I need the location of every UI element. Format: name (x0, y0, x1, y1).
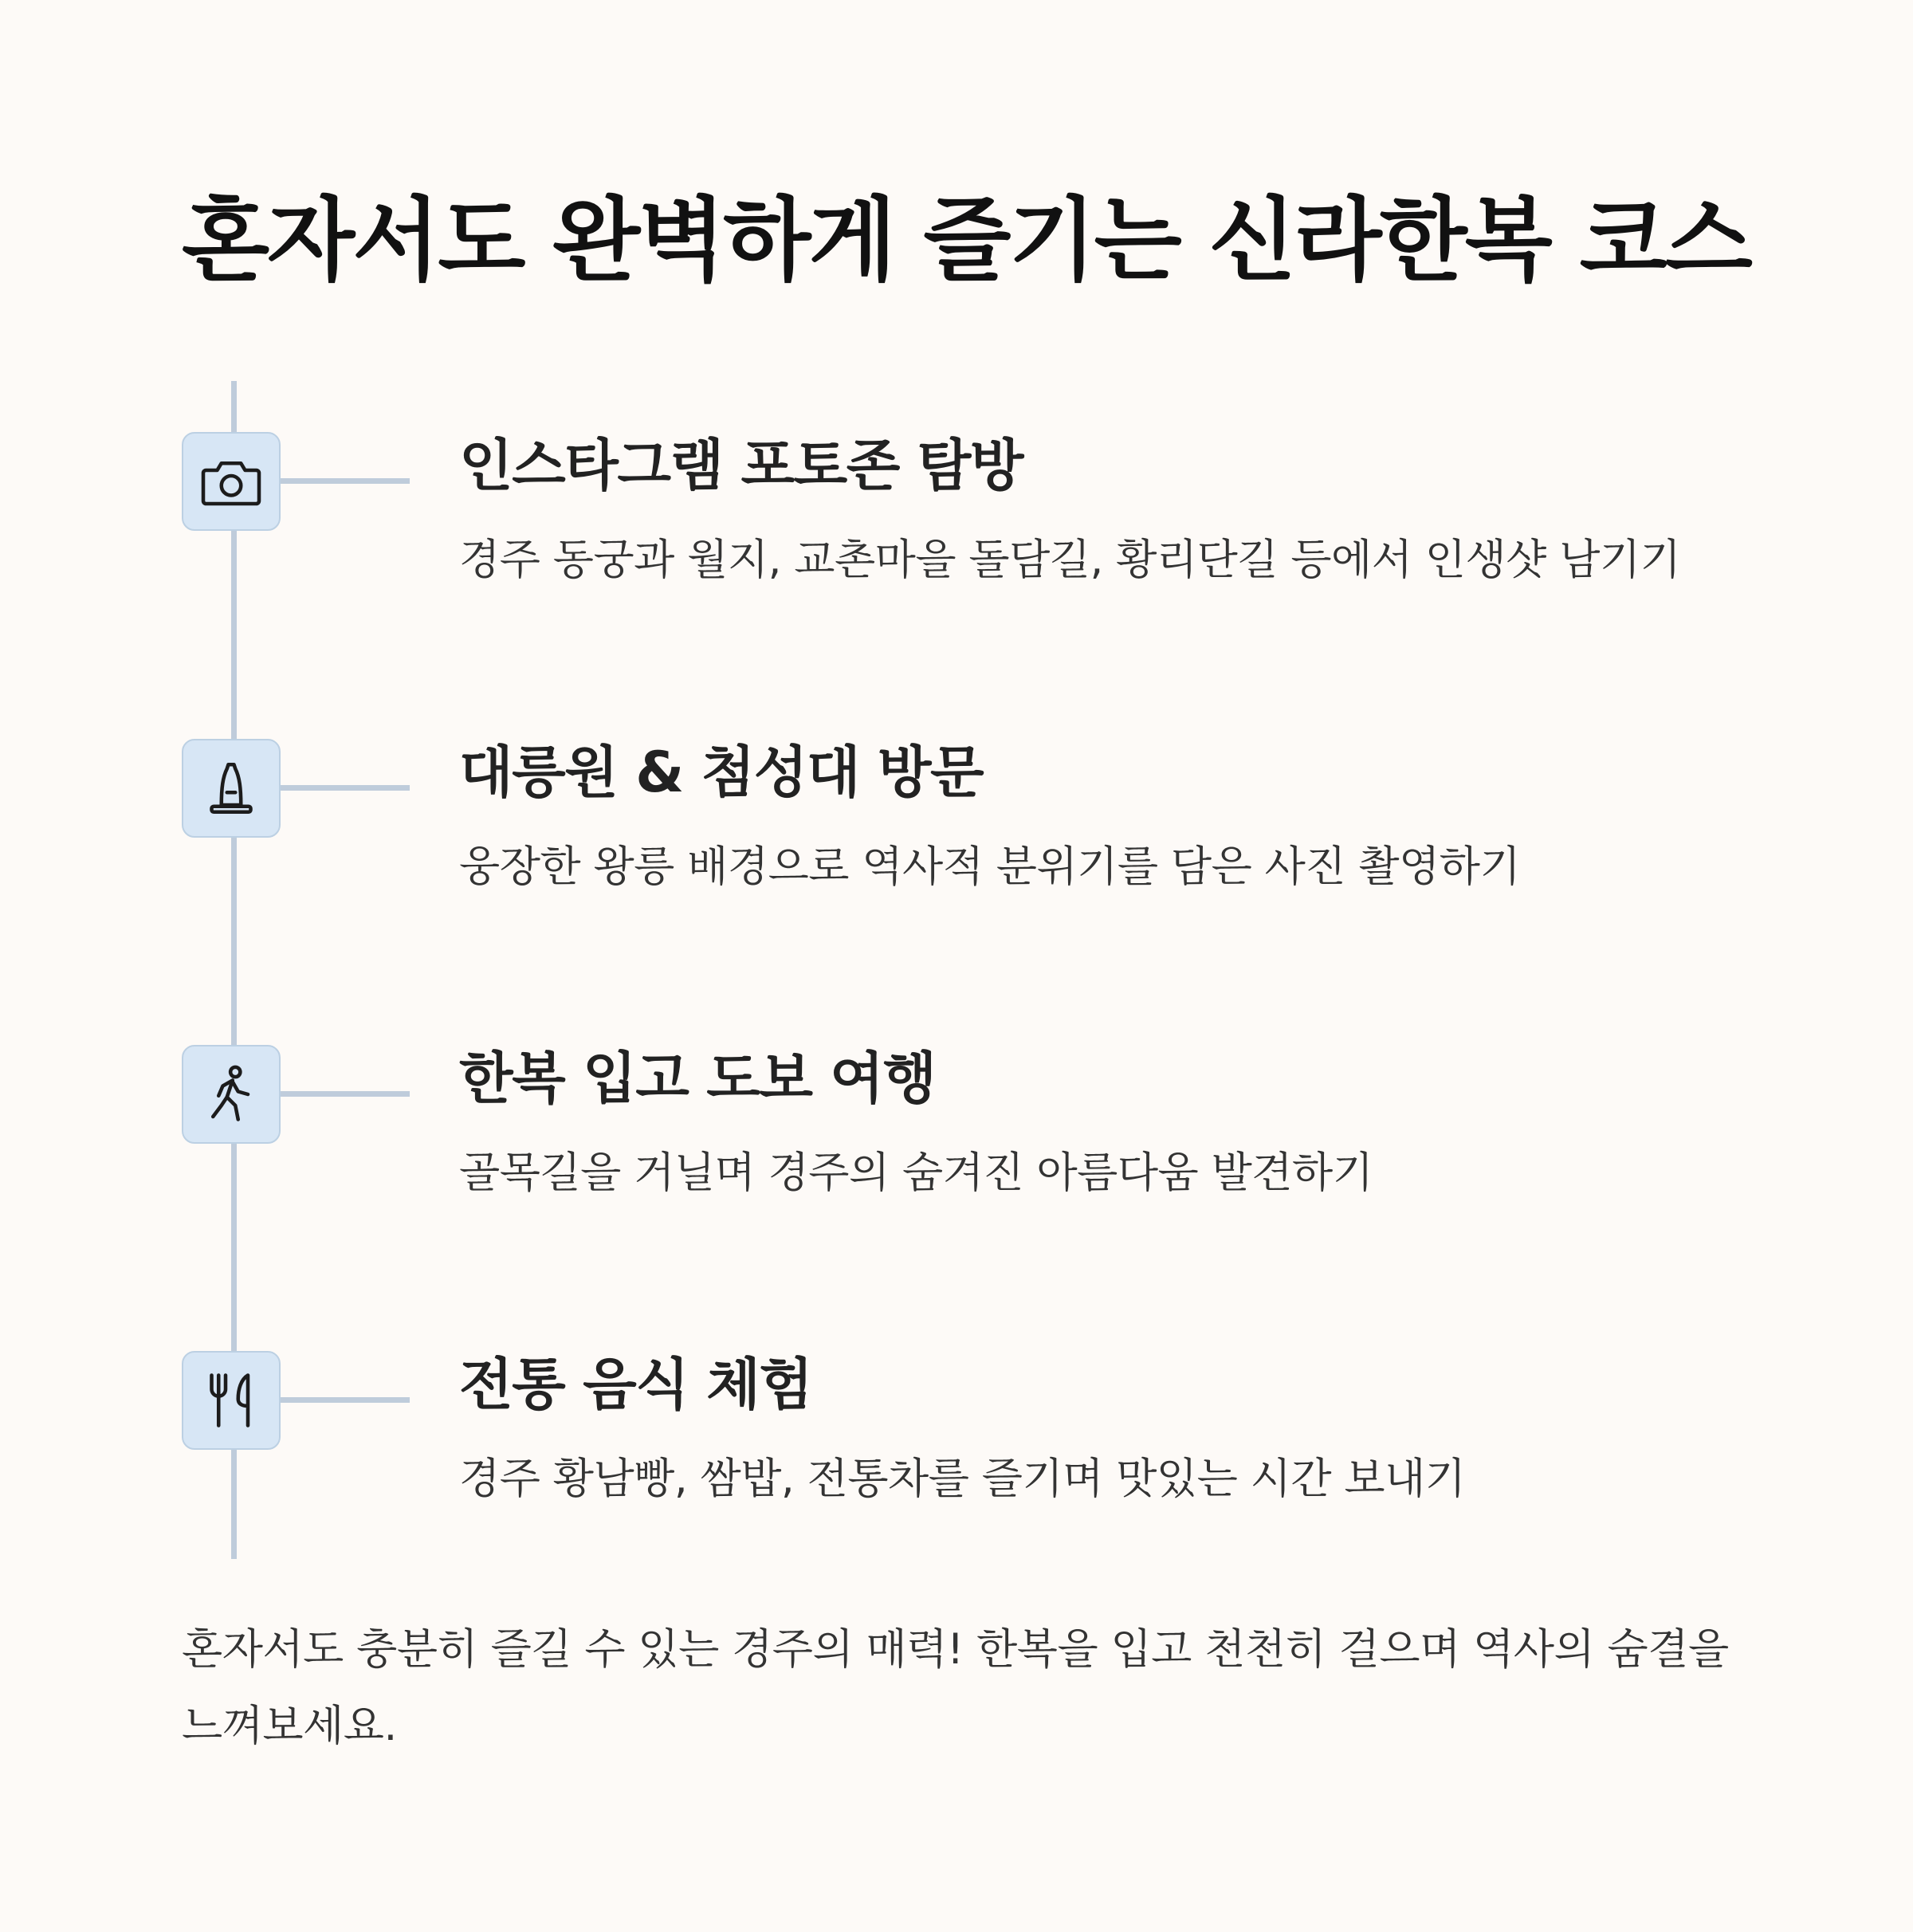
camera-icon (198, 448, 265, 515)
page-title: 혼자서도 완벽하게 즐기는 신라한복 코스 (182, 187, 1750, 293)
step-icon-box (182, 432, 281, 531)
step-title: 전통 음식 체험 (459, 1352, 812, 1417)
step-daereungwon (0, 739, 1913, 946)
step-connector (281, 785, 410, 791)
step-connector (281, 1397, 410, 1403)
step-traditional-food (0, 1351, 1913, 1558)
step-photo-zone (0, 432, 1913, 639)
step-description: 골목길을 거닐며 경주의 숨겨진 아름다움 발견하기 (459, 1149, 1373, 1197)
step-title: 한복 입고 도보 여행 (459, 1046, 936, 1111)
step-icon-box (182, 1351, 281, 1450)
step-description: 웅장한 왕릉 배경으로 역사적 분위기를 담은 사진 촬영하기 (459, 842, 1521, 891)
step-description: 경주 황남빵, 쌈밥, 전통차를 즐기며 맛있는 시간 보내기 (459, 1455, 1466, 1503)
step-title: 대릉원 & 첨성대 방문 (459, 740, 984, 805)
monument-icon (198, 755, 265, 822)
step-icon-box (182, 1045, 281, 1144)
step-connector (281, 478, 410, 484)
fork-knife-icon (198, 1367, 265, 1434)
step-icon-box (182, 739, 281, 838)
step-description: 경주 동궁과 월지, 교촌마을 돌담길, 황리단길 등에서 인생샷 남기기 (459, 536, 1681, 584)
walking-person-icon (198, 1061, 265, 1128)
step-title: 인스타그램 포토존 탐방 (459, 433, 1023, 498)
closing-text: 혼자서도 충분히 즐길 수 있는 경주의 매력! 한복을 입고 천천히 걸으며 역사의 숨결을 느껴보세요. (182, 1625, 1729, 1750)
step-connector (281, 1091, 410, 1097)
step-walking-tour (0, 1045, 1913, 1252)
